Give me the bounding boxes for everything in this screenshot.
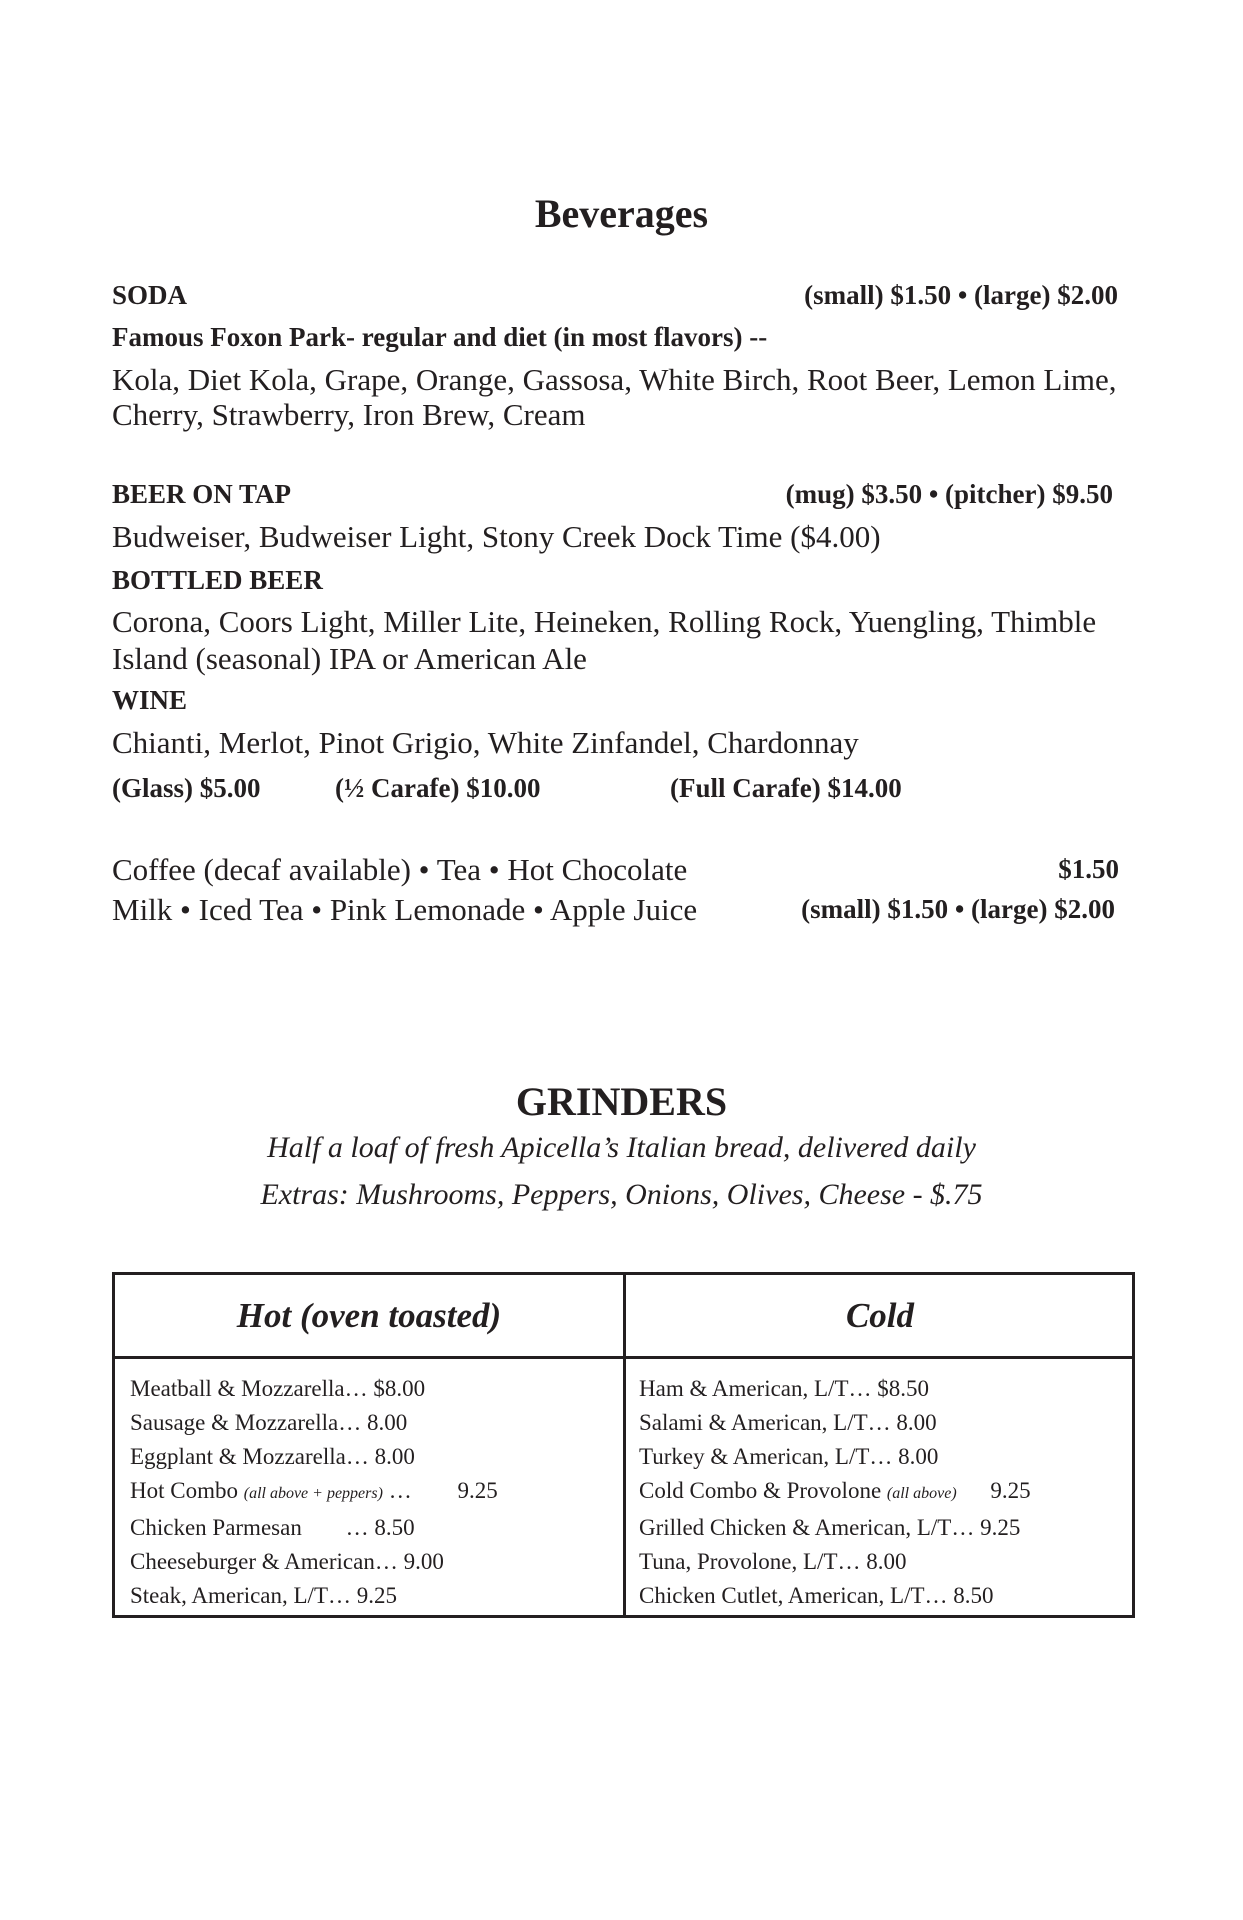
list-item: Grilled Chicken & American, L/T… 9.25 <box>639 1515 1021 1540</box>
bottled-beer-line2: Island (seasonal) IPA or American Ale <box>112 641 587 676</box>
hot-combo-dots: … <box>388 1478 412 1503</box>
list-item <box>639 1474 1031 1511</box>
bottled-beer-line1: Corona, Coors Light, Miller Lite, Heineken, Rolling Rock, Yuengling, Thimble <box>112 604 1097 639</box>
list-item: Meatball & Mozzarella… $8.00 <box>130 1376 426 1401</box>
hot-combo-price: 9.25 <box>457 1478 498 1503</box>
hot-drinks-items: Coffee (decaf available) • Tea • Hot Chocolate <box>112 852 688 887</box>
cold-combo-name: Cold Combo & Provolone <box>639 1478 882 1503</box>
list-item <box>130 1474 498 1511</box>
list-item: Steak, American, L/T… 9.25 <box>130 1583 397 1608</box>
soda-flavors-line1: Kola, Diet Kola, Grape, Orange, Gassosa, White Birch, Root Beer, Lemon Lime, <box>112 362 1117 397</box>
soda-subtitle: Famous Foxon Park- regular and diet (in most flavors) -- <box>112 322 768 352</box>
wine-full-carafe-price: (Full Carafe) $14.00 <box>670 773 902 803</box>
wine-items: Chianti, Merlot, Pinot Grigio, White Zinfandel, Chardonnay <box>112 725 859 760</box>
beverages-title: Beverages <box>534 191 709 236</box>
hot-grinders-list <box>130 1372 498 1613</box>
table-header-divider <box>115 1356 1132 1359</box>
chicken-parmesan-price: … 8.50 <box>345 1515 415 1540</box>
soda-flavors-line2: Cherry, Strawberry, Iron Brew, Cream <box>112 397 586 432</box>
grinders-title: GRINDERS <box>515 1079 728 1124</box>
list-item: Sausage & Mozzarella… 8.00 <box>130 1410 408 1435</box>
hot-combo-note: (all above + peppers) <box>243 1485 383 1502</box>
cold-drinks-price: (small) $1.50 • (large) $2.00 <box>801 894 1115 924</box>
list-item: Cheeseburger & American… 9.00 <box>130 1549 444 1574</box>
list-item <box>130 1511 498 1545</box>
hot-drinks-price: $1.50 <box>1058 854 1119 884</box>
list-item: Salami & American, L/T… 8.00 <box>639 1410 937 1435</box>
beer-on-tap-label: BEER ON TAP <box>112 479 292 509</box>
cold-column-heading: Cold <box>845 1296 915 1335</box>
chicken-parmesan-name: Chicken Parmesan <box>130 1515 302 1540</box>
bottled-beer-label: BOTTLED BEER <box>112 565 323 595</box>
grinders-extras: Extras: Mushrooms, Peppers, Onions, Olives, Cheese - $.75 <box>260 1178 983 1211</box>
cold-drinks-items: Milk • Iced Tea • Pink Lemonade • Apple Juice <box>112 892 698 927</box>
cold-combo-note: (all above) <box>886 1485 957 1502</box>
hot-combo-name: Hot Combo <box>130 1478 238 1503</box>
soda-label: SODA <box>112 280 188 310</box>
list-item: Eggplant & Mozzarella… 8.00 <box>130 1444 415 1469</box>
grinders-subtitle: Half a loaf of fresh Apicella’s Italian bread, delivered daily <box>267 1131 976 1164</box>
soda-price: (small) $1.50 • (large) $2.00 <box>804 280 1118 310</box>
grinders-table <box>112 1272 1135 1618</box>
wine-glass-price: (Glass) $5.00 <box>112 773 261 803</box>
wine-half-carafe-price: (½ Carafe) $10.00 <box>335 773 541 803</box>
beer-on-tap-items: Budweiser, Budweiser Light, Stony Creek Dock Time ($4.00) <box>112 519 881 554</box>
list-item: Ham & American, L/T… $8.50 <box>639 1376 929 1401</box>
list-item: Turkey & American, L/T… 8.00 <box>639 1444 939 1469</box>
hot-column-heading: Hot (oven toasted) <box>236 1296 502 1335</box>
list-item: Tuna, Provolone, L/T… 8.00 <box>639 1549 907 1574</box>
cold-combo-price: 9.25 <box>990 1478 1031 1503</box>
wine-label: WINE <box>112 685 188 715</box>
beer-on-tap-price: (mug) $3.50 • (pitcher) $9.50 <box>785 479 1113 509</box>
cold-grinders-list <box>639 1372 1031 1613</box>
list-item: Chicken Cutlet, American, L/T… 8.50 <box>639 1583 994 1608</box>
